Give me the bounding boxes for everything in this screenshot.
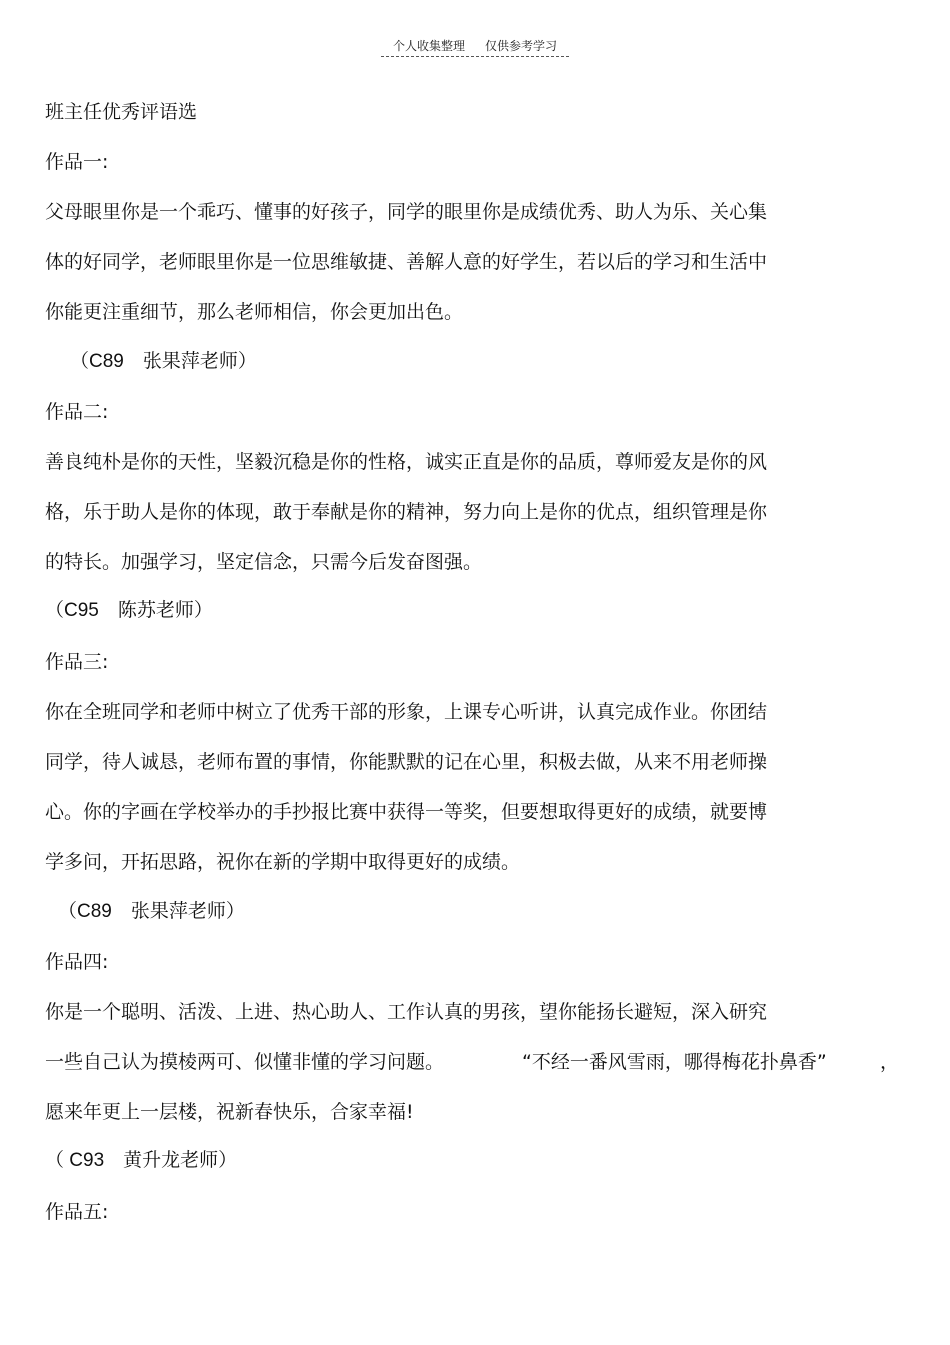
header-underline (381, 38, 569, 57)
quote-comma: ， (880, 1051, 900, 1073)
body-line: 你在全班同学和老师中树立了优秀干部的形象，上课专心听讲，认真完成作业。你团结 (45, 701, 768, 723)
body-line: 学多问，开拓思路，祝你在新的学期中取得更好的成绩。 (45, 851, 521, 873)
work-label: 作品五: (45, 1201, 109, 1223)
proverb-quote: “不经一番风雪雨，哪得梅花扑鼻香” (522, 1051, 827, 1073)
teacher-signature: （C89 张果萍老师） (70, 351, 257, 372)
work-label: 作品二: (45, 401, 109, 423)
teacher-signature: （C95 陈苏老师） (45, 600, 213, 621)
header-right-text: 仅供参考学习 (485, 39, 558, 53)
work-label: 作品一: (45, 151, 109, 173)
body-line: 心。你的字画在学校举办的手抄报比赛中获得一等奖，但要想取得更好的成绩，就要博 (45, 801, 768, 823)
body-line: 愿来年更上一层楼，祝新春快乐，合家幸福! (45, 1101, 414, 1123)
body-line: 你能更注重细节，那么老师相信，你会更加出色。 (45, 301, 464, 323)
body-line: 格，乐于助人是你的体现，敢于奉献是你的精神，努力向上是你的优点，组织管理是你 (45, 501, 768, 523)
work-label: 作品四: (45, 951, 109, 973)
body-line: 的特长。加强学习，坚定信念，只需今后发奋图强。 (45, 551, 483, 573)
body-line: 同学，待人诚恳，老师布置的事情，你能默默的记在心里，积极去做，从来不用老师操 (45, 751, 768, 773)
body-line: 父母眼里你是一个乖巧、懂事的好孩子，同学的眼里你是成绩优秀、助人为乐、关心集 (45, 201, 768, 223)
body-line: 一些自己认为摸棱两可、似懂非懂的学习问题。 (45, 1051, 445, 1073)
work-label: 作品三: (45, 651, 109, 673)
header-left-text: 个人收集整理 (392, 39, 465, 53)
teacher-signature: （C89 张果萍老师） (58, 901, 245, 922)
body-line: 你是一个聪明、活泼、上进、热心助人、工作认真的男孩，望你能扬长避短，深入研究 (45, 1001, 768, 1023)
body-line: 善良纯朴是你的天性，坚毅沉稳是你的性格，诚实正直是你的品质，尊师爱友是你的风 (45, 451, 768, 473)
body-line: 体的好同学，老师眼里你是一位思维敏捷、善解人意的好学生，若以后的学习和生活中 (45, 251, 768, 273)
page-header (0, 38, 950, 57)
document-title: 班主任优秀评语选 (45, 101, 198, 123)
teacher-signature: （ C93 黄升龙老师） (45, 1150, 238, 1171)
